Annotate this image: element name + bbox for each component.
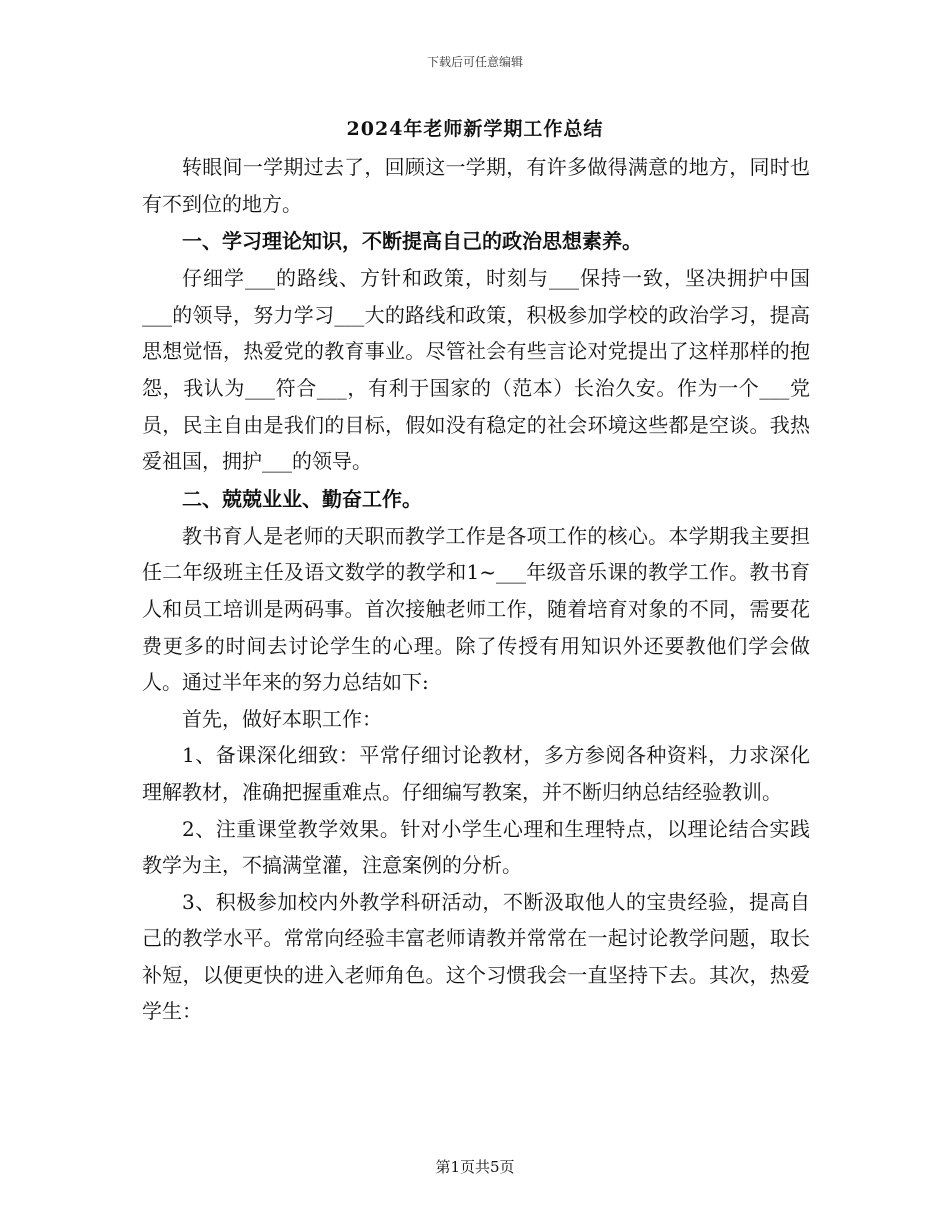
section-heading-1: 一、学习理论知识，不断提高自己的政治思想素养。 <box>182 229 642 254</box>
list-item-3: 3、积极参加校内外教学科研活动，不断汲取他人的宝贵经验，提高自己的教学水平。常常向经验丰富老师请教并常常在一起讨论教学问题，取长补短，以便更快的进入老师角色。这个习惯我会一直坚持下去。其次，热爱学生： <box>142 889 810 1024</box>
list-item-2: 2、注重课堂教学效果。针对小学生心理和生理特点，以理论结合实践教学为主，不搞满堂灌，注意案例的分析。 <box>142 816 810 878</box>
paragraph-politics: 仔细学___的路线、方针和政策，时刻与___保持一致，坚决拥护中国___的领导，努力学习___大的路线和政策，积极参加学校的政治学习，提高思想觉悟，热爱党的教育事业。尽管社会有些言论对党提出了这样那样的抱怨，我认为___符合___，有利于国家的（范本）长治久安。作为一个___党员，民主自由是我们的目标，假如没有稳定的社会环境这些都是空谈。我热爱祖国，拥护___的领导。 <box>142 266 810 474</box>
header-note: 下载后可任意编辑 <box>426 55 523 69</box>
section-heading-2: 二、兢兢业业、勤奋工作。 <box>182 486 422 511</box>
page-indicator: 第1页共5页 <box>435 1158 515 1176</box>
paragraph-teaching: 教书育人是老师的天职而教学工作是各项工作的核心。本学期我主要担任二年级班主任及语文数学的教学和1~___年级音乐课的教学工作。教书育人和员工培训是两码事。首次接触老师工作，随着培育对象的不同，需要花费更多的时间去讨论学生的心理。除了传授有用知识外还要教他们学会做人。通过半年来的努力总结如下: <box>142 523 810 695</box>
list-item-1: 1、备课深化细致：平常仔细讨论教材，多方参阅各种资料，力求深化理解教材，准确把握重难点。仔细编写教案，并不断归纳总结经验教训。 <box>142 743 810 804</box>
document-title: 2024年老师新学期工作总结 <box>346 118 604 140</box>
paragraph-intro: 转眼间一学期过去了，回顾这一学期，有许多做得满意的地方，同时也有不到位的地方。 <box>142 155 810 216</box>
paragraph-first: 首先，做好本职工作： <box>182 706 382 731</box>
document-body <box>142 149 810 1030</box>
